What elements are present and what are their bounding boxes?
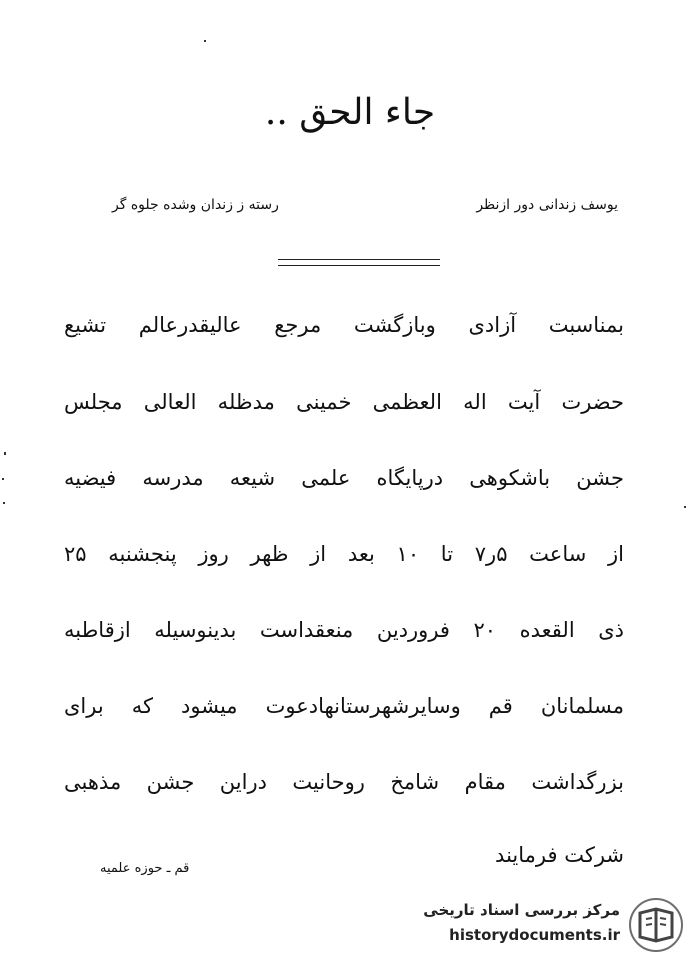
title-divider bbox=[278, 259, 440, 266]
scan-speck bbox=[2, 478, 4, 480]
body-line: شرکت فرمایند bbox=[495, 843, 624, 867]
body-line: جشن باشکوهی درپایگاه علمی شیعه مدرسه فیضیه bbox=[64, 466, 624, 490]
body-line: بزرگداشت مقام شامخ روحانیت دراین جشن مذهبی bbox=[64, 770, 624, 794]
signature: قم ـ حوزه علمیه bbox=[100, 861, 190, 876]
body-line: مسلمانان قم وسایرشهرستانهادعوت میشود که برای bbox=[64, 694, 624, 718]
archive-url: historydocuments.ir bbox=[449, 926, 620, 944]
archive-name: مرکز بررسی اسناد تاریخی bbox=[423, 901, 620, 919]
document-title: جاء الحق .. bbox=[264, 92, 436, 133]
verse-right: یوسف زندانی دور ازنظر bbox=[476, 197, 618, 213]
body-line: حضرت آیت اله العظمی خمینی مدظله العالی مجلس bbox=[64, 390, 624, 414]
body-line: ذی القعده ۲۰ فروردین منعقداست بدینوسیله ازقاطبه bbox=[64, 618, 625, 642]
body-line: از ساعت ۵ر۷ تا ۱۰ بعد از ظهر روز پنجشنبه ۲۵ bbox=[64, 542, 624, 566]
body-line: بمناسبت آزادی وبازگشت مرجع عالیقدرعالم تشیع bbox=[64, 313, 624, 337]
verse-left: رسته ز زندان وشده جلوه گر bbox=[112, 197, 279, 213]
scan-speck bbox=[4, 452, 6, 455]
archive-watermark bbox=[412, 895, 684, 955]
scan-speck bbox=[3, 502, 5, 504]
scan-speck bbox=[684, 506, 686, 508]
archive-logo-icon bbox=[628, 897, 684, 953]
scan-speck bbox=[204, 40, 206, 42]
